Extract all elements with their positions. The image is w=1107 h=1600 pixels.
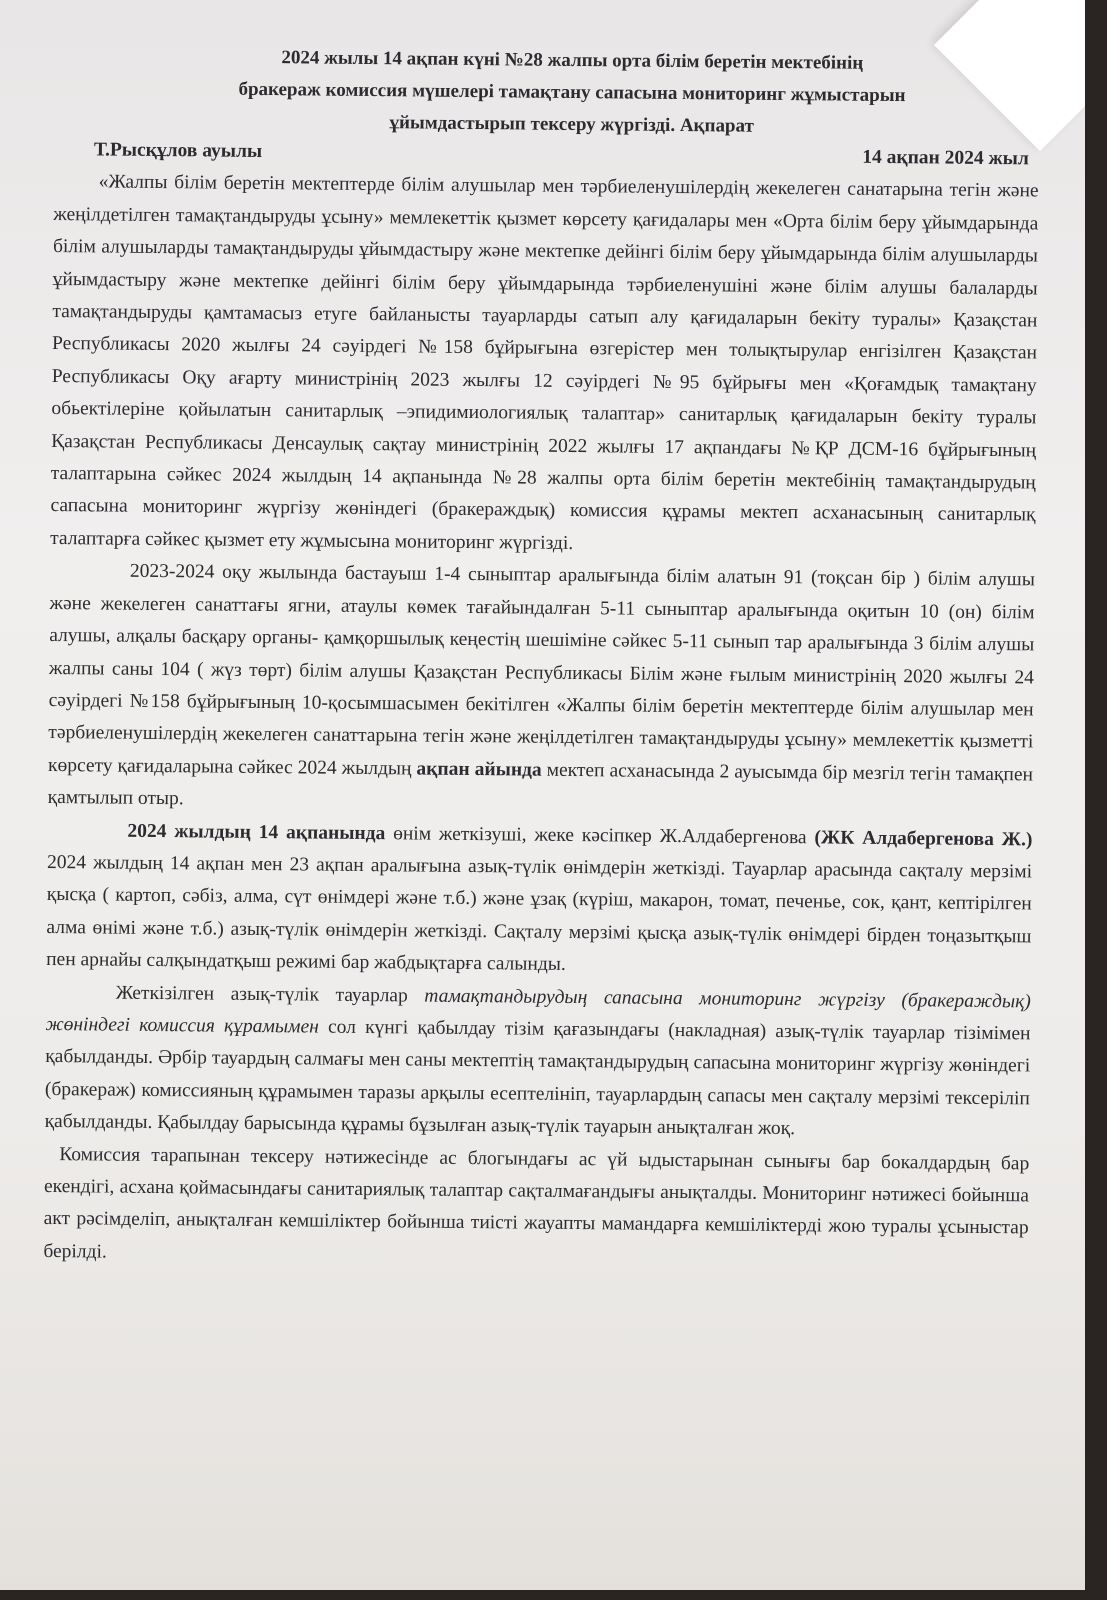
paragraph-2-text-a: 2023-2024 оқу жылында бастауыш 1-4 сыныптар аралығында білім алатын 91 (тоқсан бір ) білім алушы және жекелеген санаттағы ягни, атаулы көмек тағайындалған 5-11 сыныптар аралығында оқитын 10 (он) білім алушы, алқалы басқару органы- қамқоршылық кеңестің шешіміне сәйкес 5-11 сынып тар аралығында 3 білім алушы жалпы саны 104 ( жүз төрт) білім алушы Қазақстан Республикасы Білім және ғылым министрінің 2020 жылғы 24 сәуірдегі №158 бұйрығының 10-қосымшасымен бекітілген «Жалпы білім беретін мектептерде білім алушылар мен тәрбиеленушілердің жекелеген санаттарына тегін және жеңілдетілген тамақтандыруды ұсыну» мемлекеттік қызметті көрсету қағидаларына сәйкес 2024 жылдың bbox=[47, 561, 1035, 780]
paragraph-5: Комиссия тарапынан тексеру нәтижесінде ас блогындағы ас үй ыдыстарынан сынығы бар бокалдардың бар екендігі, асхана қоймасындағы санитариялық талаптар сақталмағандығы анықталды. Мониторинг нәтижесі бойынша акт рәсімделіп, анықталған кемшіліктер бойынша тиісті жауапты мамандарға кемшіліктерді жою туралы ұсыныстар берілді. bbox=[43, 1143, 1030, 1263]
paragraph-3-bold-supplier: (ЖК Алдабергенова Ж.) bbox=[814, 826, 1033, 850]
paragraph-2 bbox=[48, 555, 1035, 824]
title-line-2: бракераж комиссия мүшелері тамақтану сапасына мониторинг жұмыстарын bbox=[238, 78, 906, 107]
document-body bbox=[43, 40, 1040, 1278]
paragraph-4-text-b: сол күнгі қабылдау тізім қағазындағы (накладная) азық-түлік тауарлар тізімімен қабылданды. Әрбір тауардың салмағы мен саны мектептің тамақтандырудың сапасына мониторинг жүргізу жөніндегі (бракераж) комиссияның құрамымен таразы арқылы есептелініп, тауарлардың сапасы мен сақталу мерзімі тексеріліп қабылданды. Қабылдау барысында құрамы бұзылған азық-түлік тауарын анықталған жоқ. bbox=[44, 1016, 1031, 1140]
paragraph-2-text-b: мектеп асханасында 2 ауысымда бір мезгіл тегін тамақпен қамтылып отыр. bbox=[47, 759, 1034, 810]
paragraph-4-text-a: Жеткізілген азық-түлік тауарлар bbox=[115, 982, 425, 1007]
paragraph-3-bold-date: 2024 жылдың 14 ақпанында bbox=[127, 820, 386, 844]
paragraph-2-bold: ақпан айында bbox=[416, 758, 542, 781]
paragraph-4-italic: тамақтандырудың сапасына мониторинг жүргізу (бракераждық) жөніндегі комиссия құрамымен bbox=[45, 985, 1031, 1038]
date-label: 14 ақпан 2024 жыл bbox=[862, 146, 1030, 170]
paragraph-3-text-a: өнім жеткізуші, жеке кәсіпкер Ж.Алдабергенова bbox=[385, 822, 815, 848]
paragraph-1: «Жалпы білім беретін мектептерде білім алушылар мен тәрбиеленушілердің жекелеген санатарына тегін және жеңілдетілген тамақтандыруды ұсыну» мемлекеттік қызмет көрсету қағидалары мен «Орта білім беру ұйымдарында білім алушыларды тамақтандыруды ұйымдастыру және мектепке дейінгі білім беру ұйымдарында білім алушыларды ұйымдастыру және мектепке дейінгі білім беру ұйымдарында тәрбиеленушіні және білім алушы балаларды тамақтандыруды қамтамасыз етуге байланысты тауарларды сатып алу қағидаларын бекіту туралы» Қазақстан Республикасы 2020 жылғы 24 сәуірдегі №158 бұйрығына өзгерістер мен толықтырулар енгізілген Қазақстан Республикасы Оқу ағарту министрінің 2023 жылғы 12 сәуірдегі №95 бұйрығы мен «Қоғамдық тамақтану обьектілеріне қойылатын санитарлық –эпидимиологиялық талаптар» санитарлық қағидаларын бекіту туралы Қазақстан Республикасы Денсаулық сақтау министрінің 2022 жылғы 17 ақпандағы №ҚР ДСМ-16 бұйрығының талаптарына сәйкес 2024 жылдың 14 ақпанында №28 жалпы орта білім беретін мектебінің тамақтандырудың сапасына мониторинг жүргізу жөніндегі (бракераждық) комиссия құрамы мектеп асханасының санитарлық талаптарға сәйкес қызмет ету жұмысына мониторинг жүргізді. bbox=[50, 171, 1039, 554]
place-label: Т.Рысқұлов ауылы bbox=[93, 139, 263, 162]
document-title bbox=[54, 40, 1040, 145]
title-line-1: 2024 жылы 14 ақпан күні №28 жалпы орта білім беретін мектебінің bbox=[281, 47, 864, 74]
title-line-3: ұйымдастырып тексеру жүргізді. Ақпарат bbox=[389, 112, 755, 137]
paragraph-4 bbox=[44, 977, 1031, 1148]
paragraph-3-text-b: 2024 жылдың 14 ақпан мен 23 ақпан аралығына азық-түлік өнімдерін жеткізді. Тауарлар арасында сақталу мерзімі қысқа ( картоп, сәбіз, алма, сүт өнімдері және т.б.) және ұзақ (күріш, макарон, томат, печенье, сок, қант, кептірілген алма өнімі және т.б.) азық-түлік өнімдерін жеткізді. Сақталу мерзімі қысқа азық-түлік өнімдері бірден тоңазытқыш пен арнайы салқындатқыш режимі бар жабдықтарға салынды. bbox=[46, 851, 1033, 976]
paragraph-3 bbox=[46, 814, 1033, 985]
